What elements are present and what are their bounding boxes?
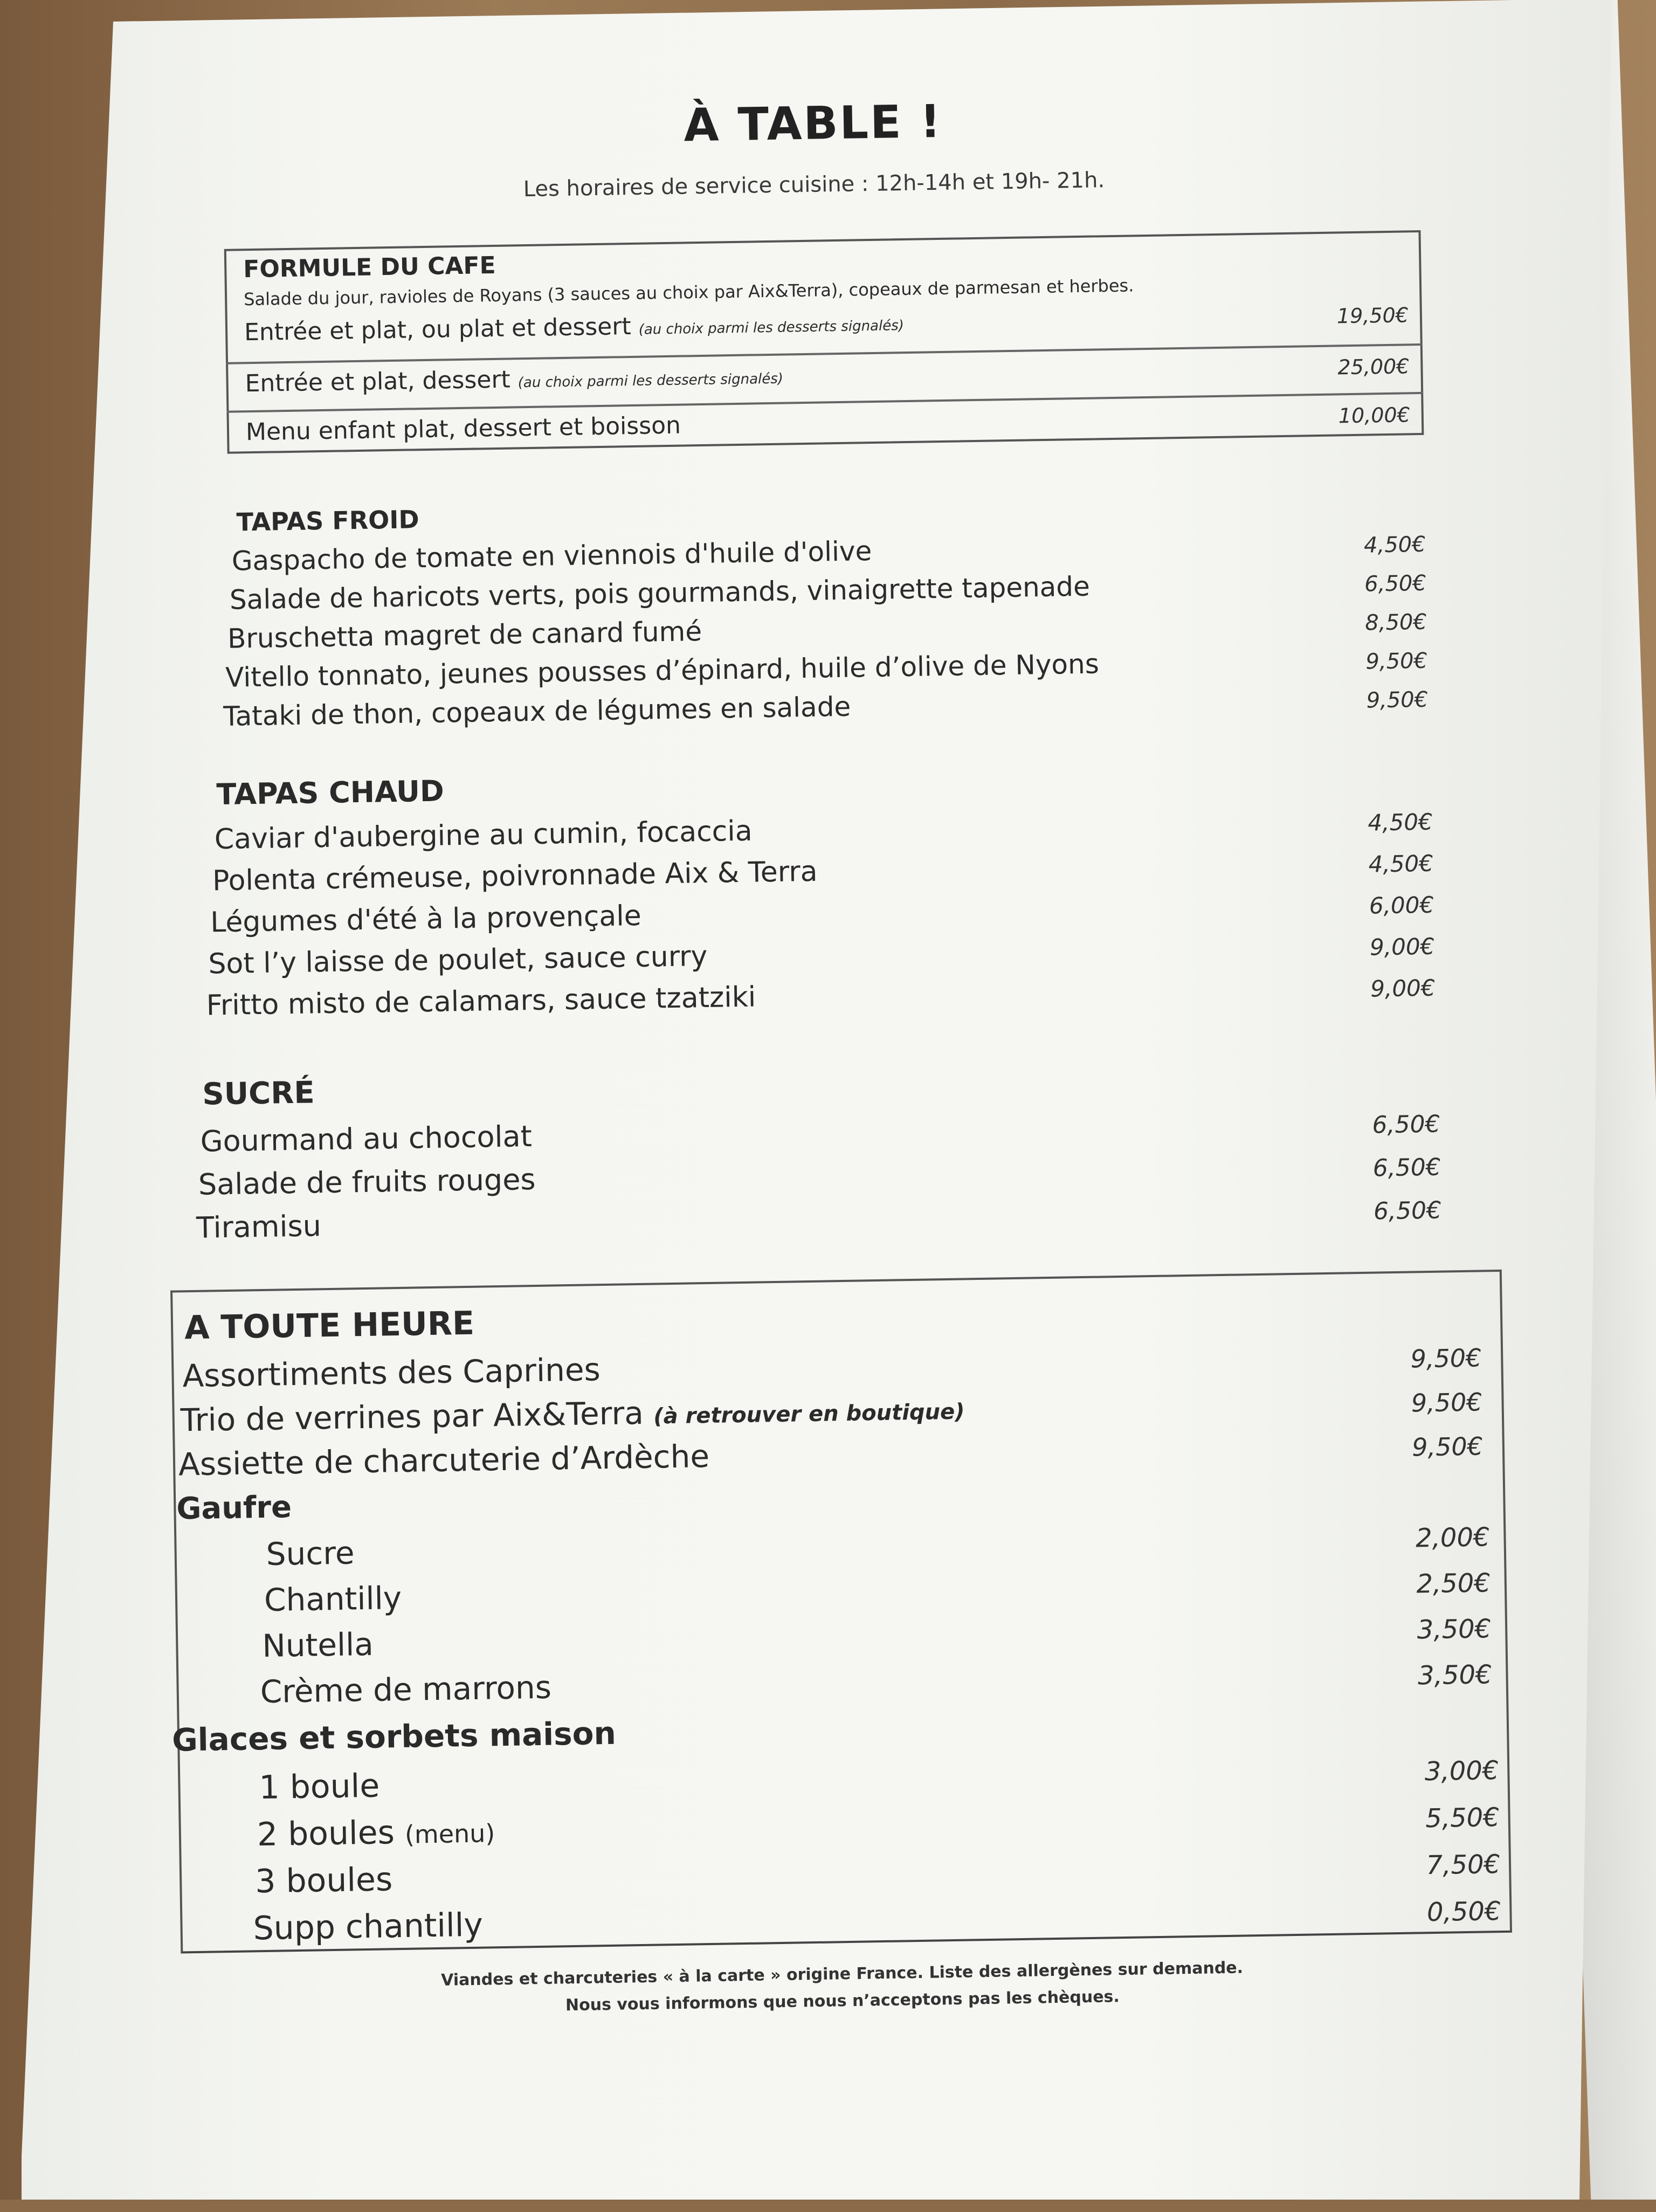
menu-item-price: 9,50€	[1366, 687, 1429, 713]
menu-item-label: Chantilly	[264, 1579, 402, 1618]
menu-item-price: 6,00€	[1369, 891, 1434, 919]
menu-item-label: Assortiments des Caprines	[182, 1351, 601, 1395]
menu-item-label: Bruschetta magret de canard fumé	[227, 616, 702, 654]
formule-row-price: 25,00€	[1337, 354, 1410, 380]
menu-item	[212, 846, 1434, 898]
menu-item-label: Vitello tonnato, jeunes pousses d’épinard, huile d’olive de Nyons	[225, 648, 1100, 693]
menu-item-label: 2 boules (menu)	[257, 1814, 495, 1854]
menu-item-price: 5,50€	[1425, 1802, 1500, 1834]
menu-title: À TABLE !	[683, 94, 943, 152]
menu-item	[200, 1105, 1440, 1159]
menu-item-price: 6,50€	[1373, 1196, 1442, 1225]
menu-item-label: Tiramisu	[196, 1209, 322, 1245]
menu-item-label: Fritto misto de calamars, sauce tzatziki	[206, 981, 756, 1022]
menu-item-label: Gaspacho de tomate en viennois d'huile d'olive	[231, 535, 872, 577]
toute-heure-heading: A TOUTE HEURE	[184, 1304, 475, 1347]
menu-item-price: 9,50€	[1410, 1343, 1482, 1374]
menu-item-label: Trio de verrines par Aix&Terra (à retrouver en boutique)	[180, 1394, 965, 1439]
menu-item-price: 9,00€	[1369, 933, 1435, 961]
menu-item	[198, 1148, 1441, 1202]
menu-item	[210, 887, 1434, 939]
menu-item-price: 6,50€	[1372, 1110, 1440, 1139]
menu-item-price: 2,00€	[1415, 1522, 1490, 1554]
formule-row-label: Menu enfant plat, dessert et boisson	[245, 411, 681, 446]
menu-item-price: 4,50€	[1368, 808, 1433, 836]
menu-item-label: Légumes d'été à la provençale	[210, 899, 642, 939]
menu-item-price: 8,50€	[1364, 609, 1427, 636]
menu-item-price: 9,50€	[1365, 648, 1428, 674]
menu-item-price: 2,50€	[1416, 1568, 1491, 1600]
menu-item-label: 3 boules	[254, 1860, 393, 1901]
menu-item-price: 9,50€	[1411, 1431, 1484, 1462]
menu-item-label: Salade de haricots verts, pois gourmands, vinaigrette tapenade	[229, 570, 1091, 616]
menu-item-price: 4,50€	[1368, 850, 1434, 878]
formule-row-price: 10,00€	[1338, 403, 1411, 428]
formule-heading: FORMULE DU CAFE	[243, 251, 496, 284]
formule-row-label: Entrée et plat, ou plat et dessert (au choix parmi les desserts signalés)	[244, 313, 905, 347]
menu-item-label: Assiette de charcuterie d’Ardèche	[178, 1437, 710, 1483]
menu-item-price: 4,50€	[1363, 532, 1426, 558]
glaces-heading: Glaces et sorbets maison	[171, 1714, 617, 1759]
menu-item-label: 1 boule	[258, 1767, 380, 1807]
menu-item	[206, 970, 1436, 1022]
formule-description-text: Salade du jour, ravioles de Royans (3 sauces au choix par Aix&Terra), copeaux de parmesan et herbes.	[243, 275, 1134, 310]
menu-item-label: Tataki de thon, copeaux de légumes en salade	[223, 691, 851, 732]
footer-cheque-note: Nous vous informons que nous n’acceptons pas les chèques.	[565, 1987, 1120, 2015]
menu-item-price: 6,50€	[1372, 1153, 1441, 1182]
menu-item-label: Supp chantilly	[253, 1906, 484, 1948]
service-hours: Les horaires de service cuisine : 12h-14h et 19h- 21h.	[523, 168, 1105, 202]
menu-item-label: Nutella	[261, 1625, 374, 1665]
menu-item	[214, 804, 1433, 856]
menu-item-label: Salade de fruits rouges	[198, 1162, 536, 1202]
tapas-froid-heading: TAPAS FROID	[236, 505, 419, 537]
menu-item-label: Sucre	[266, 1534, 355, 1573]
menu-item	[196, 1191, 1442, 1245]
menu-item-price: 3,50€	[1417, 1659, 1492, 1691]
menu-item-label: Crème de marrons	[260, 1669, 552, 1711]
menu-item-label: Caviar d'aubergine au cumin, focaccia	[214, 815, 753, 856]
menu-item-price: 0,50€	[1426, 1896, 1501, 1928]
footer-origin-note: Viandes et charcuteries « à la carte » origine France. Liste des allergènes sur demande.	[440, 1958, 1244, 1990]
menu-item-price: 3,00€	[1424, 1755, 1499, 1787]
gaufre-heading: Gaufre	[176, 1490, 292, 1527]
menu-item-price: 9,50€	[1411, 1387, 1483, 1418]
sucre-heading: SUCRÉ	[202, 1075, 315, 1112]
menu-item-price: 3,50€	[1417, 1614, 1492, 1645]
formule-row-price: 19,50€	[1336, 303, 1409, 328]
menu-item-price: 6,50€	[1364, 570, 1427, 597]
formule-row-label: Entrée et plat, dessert (au choix parmi les desserts signalés)	[245, 366, 784, 398]
menu-item-price: 7,50€	[1426, 1849, 1501, 1881]
menu-item-price: 9,00€	[1370, 974, 1436, 1002]
menu-item-label: Gourmand au chocolat	[200, 1119, 533, 1159]
menu-item-label: Polenta crémeuse, poivronnade Aix & Terra	[212, 855, 818, 898]
tapas-chaud-heading: TAPAS CHAUD	[216, 774, 445, 812]
menu-item-label: Sot l’y laisse de poulet, sauce curry	[208, 940, 708, 981]
